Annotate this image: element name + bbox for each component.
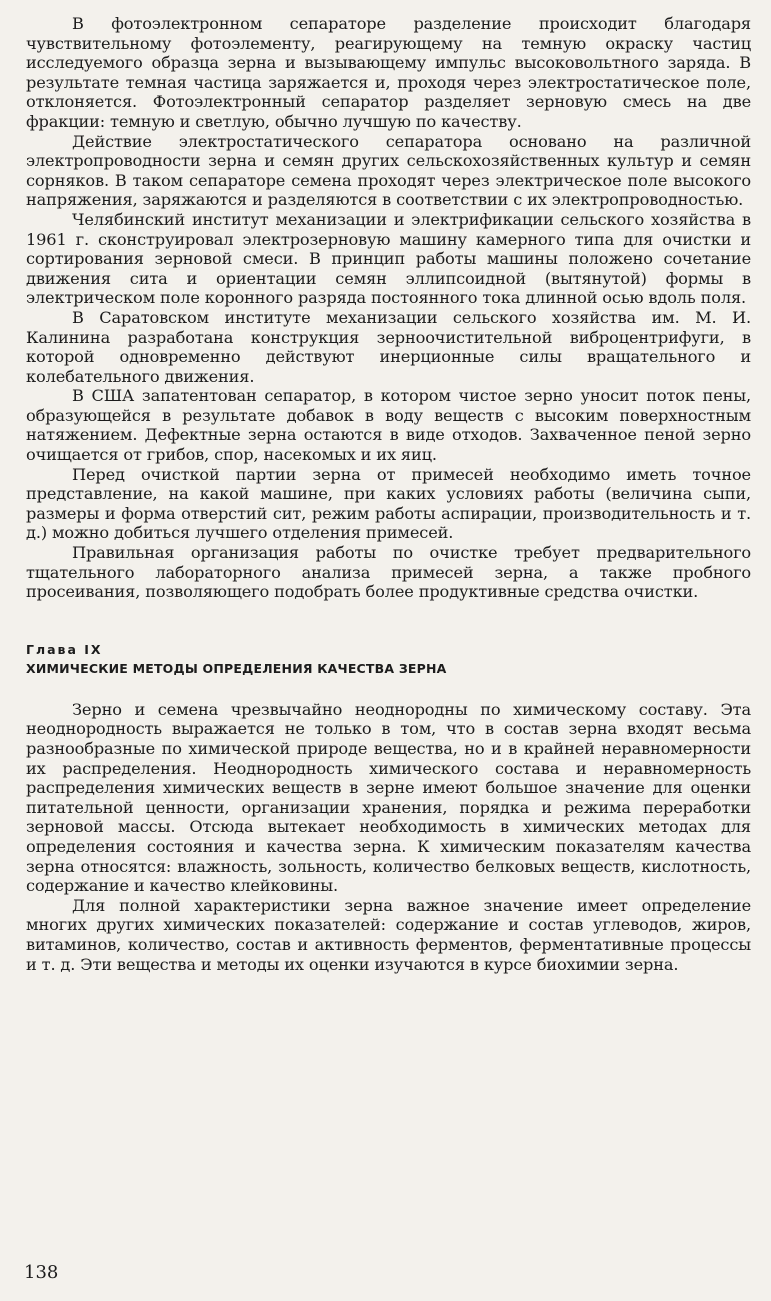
paragraph-saratov-institute: В Саратовском институте механизации сельского хозяйства им. М. И. Калинина разработана конструкция зерноочистительной виброцентрифуги, в которой одновременно действуют инерционные силы вращательного и колебательного движения.	[26, 307, 751, 386]
chapter-number: Глава IX	[26, 641, 103, 657]
paragraph-photoelectronic-separator: В фотоэлектронном сепараторе разделение происходит благодаря чувствительному фотоэлементу, реагирующему на темную окраску частиц исследуемого образца зерна и вызывающему импульс высоковольтного заряда. В результате темная частица заряжается и, проходя через электростатическое поле, отклоняется. Фотоэлектронный сепаратор разделяет зерновую смесь на две фракции: темную и светлую, обычно лучшую по качеству.	[26, 14, 751, 131]
paragraph-chelyabinsk-institute: Челябинский институт механизации и электрификации сельского хозяйства в 1961 г. сконструировал электрозерновую машину камерного типа для очистки и сортирования зерновой смеси. В принцип работы машины положено сочетание движения сита и ориентации семян эллипсоидной (вытянутой) формы в электрическом поле коронного разряда постоянного тока длинной осью вдоль поля.	[26, 209, 751, 308]
paragraph-usa-separator: В США запатентован сепаратор, в котором чистое зерно уносит поток пены, образующейся в результате добавок в воду веществ с высоким поверхностным натяжением. Дефектные зерна остаются в виде отходов. Захваченное пеной зерно очищается от грибов, спор, насекомых и их яиц.	[26, 386, 751, 465]
section-top-text	[26, 14, 751, 602]
paragraph-organization: Правильная организация работы по очистке требует предварительного тщательного лабораторного анализа примесей зерна, а также пробного просеивания, позволяющего подобрать более продуктивные средства очистки.	[26, 543, 751, 602]
section-chapter-text	[26, 700, 751, 974]
paragraph-heterogeneity: Зерно и семена чрезвычайно неоднородны по химическому составу. Эта неоднородность выражается не только в том, что в состав зерна входят весьма разнообразные по химической природе вещества, но и в крайней неравномерности их распределения. Неоднородность химического состава и неравномерность распределения химических веществ в зерне имеют большое значение для оценки питательной ценности, организации хранения, порядка и режима переработки зерновой массы. Отсюда вытекает необходимость в химических методах для определения состояния и качества зерна. К химическим показателям качества зерна относятся: влажность, зольность, количество белковых веществ, кислотность, содержание и качество клейковины.	[26, 699, 751, 896]
paragraph-electrostatic-separator: Действие электростатического сепаратора основано на различной электропроводности зерна и семян других сельскохозяйственных культур и семян сорняков. В таком сепараторе семена проходят через электрическое поле высокого напряжения, заряжаются и разделяются в соответствии с их электропроводностью.	[26, 131, 751, 210]
chapter-heading	[26, 640, 751, 678]
chapter-title: ХИМИЧЕСКИЕ МЕТОДЫ ОПРЕДЕЛЕНИЯ КАЧЕСТВА ЗЕРНА	[26, 660, 447, 676]
paragraph-full-characteristics: Для полной характеристики зерна важное значение имеет определение многих других химических показателей: содержание и состав углеводов, жиров, витаминов, количество, состав и активность ферментов, ферментативные процессы и т. д. Эти вещества и методы их оценки изучаются в курсе биохимии зерна.	[26, 895, 751, 974]
page-number: 138	[24, 1262, 59, 1283]
page-body	[26, 14, 751, 974]
paragraph-before-cleaning: Перед очисткой партии зерна от примесей необходимо иметь точное представление, на какой машине, при каких условиях работы (величина сыпи, размеры и форма отверстий сит, режим работы аспирации, производительность и т. д.) можно добиться лучшего отделения примесей.	[26, 464, 751, 543]
